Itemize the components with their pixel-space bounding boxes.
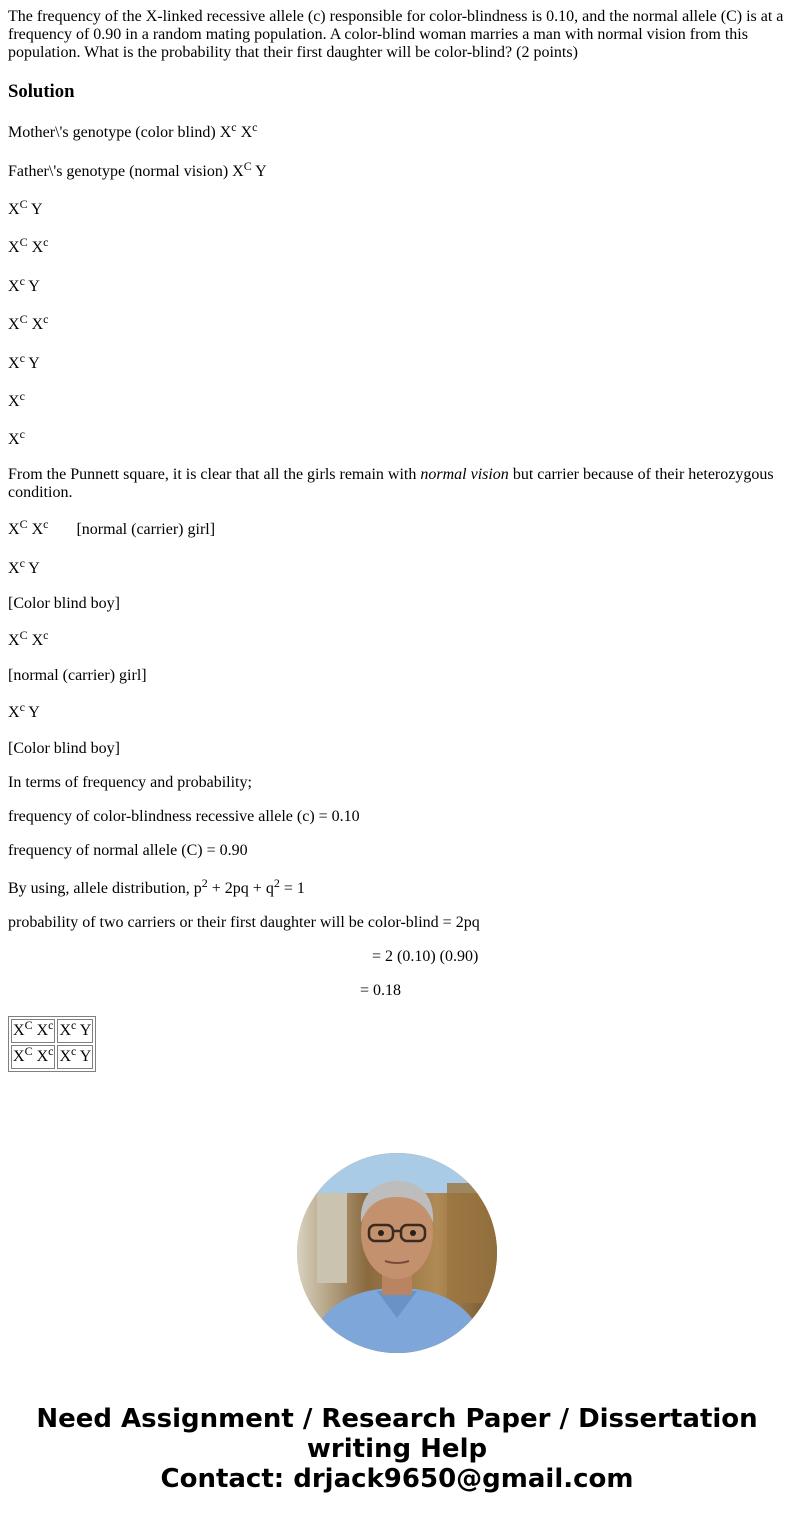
x-chrom: X	[8, 521, 20, 538]
allele-sup: C	[243, 159, 252, 173]
carrier-girl-label: [normal (carrier) girl]	[8, 667, 147, 684]
allele-sup: c	[48, 1044, 54, 1058]
y-chrom: Y	[28, 560, 40, 577]
x-chrom: X	[36, 1022, 49, 1039]
allele-sup: c	[19, 700, 25, 714]
allele-sup: c	[43, 517, 49, 531]
solution-heading: Solution	[8, 81, 75, 102]
freq-normal-line: frequency of normal allele (C) = 0.90	[8, 842, 248, 859]
allele-sup: c	[252, 120, 258, 134]
table-cell	[11, 1019, 55, 1043]
allele-sup: c	[19, 351, 25, 365]
y-chrom: Y	[79, 1048, 92, 1065]
genotype-line	[8, 427, 25, 449]
genotype-line	[8, 556, 40, 578]
x-chrom: X	[8, 431, 20, 448]
allele-sup: C	[24, 1018, 33, 1032]
allele-sup: c	[43, 235, 49, 249]
allele-dist-mid: + 2pq + q	[207, 880, 274, 897]
allele-sup: c	[43, 312, 49, 326]
allele-sup: C	[19, 235, 28, 249]
x-chrom: X	[8, 316, 20, 333]
carrier-girl-label: [normal (carrier) girl]	[76, 521, 216, 538]
x-chrom: X	[8, 355, 20, 372]
table-cell	[11, 1045, 55, 1069]
x-chrom: X	[31, 521, 44, 538]
genotype-line	[8, 197, 43, 219]
allele-sup: c	[231, 120, 237, 134]
genotype-line	[8, 351, 40, 373]
exponent: 2	[273, 876, 280, 890]
table-row	[11, 1045, 93, 1069]
avatar	[297, 1153, 497, 1353]
explain-emphasis: normal vision	[420, 466, 509, 483]
terms-line: In terms of frequency and probability;	[8, 774, 252, 791]
calc-line-2: = 0.18	[360, 982, 402, 999]
color-blind-boy-label: [Color blind boy]	[8, 740, 120, 757]
probability-line: probability of two carriers or their first daughter will be color-blind = 2pq	[8, 914, 480, 931]
freq-recessive-line: frequency of color-blindness recessive allele (c) = 0.10	[8, 808, 360, 825]
footer-contact: Contact: drjack9650@gmail.com	[160, 1464, 634, 1494]
x-chrom: X	[8, 278, 20, 295]
x-chrom: X	[8, 632, 20, 649]
x-chrom: X	[13, 1048, 25, 1065]
x-chrom: X	[31, 316, 44, 333]
offspring-girl-line	[8, 517, 216, 539]
table-row	[11, 1019, 93, 1043]
explanation-paragraph	[8, 466, 786, 502]
father-genotype	[8, 159, 267, 181]
explain-after: but carrier because of their heterozygous condition.	[8, 466, 774, 501]
x-chrom: X	[59, 1022, 72, 1039]
allele-distribution-line	[8, 876, 305, 898]
genotype-line	[8, 235, 49, 257]
father-label: Father\'s genotype (normal vision) X	[8, 163, 244, 180]
allele-sup: C	[19, 197, 28, 211]
allele-dist-prefix: By using, allele distribution, p	[8, 880, 202, 897]
y-chrom: Y	[28, 355, 40, 372]
y-chrom: Y	[28, 704, 40, 721]
x-chrom: X	[8, 239, 20, 256]
x-chrom: X	[31, 239, 44, 256]
allele-sup: c	[71, 1044, 77, 1058]
allele-sup: c	[19, 274, 25, 288]
exponent: 2	[201, 876, 208, 890]
y-chrom: Y	[28, 278, 40, 295]
calc-line-1: = 2 (0.10) (0.90)	[372, 948, 479, 965]
allele-sup: c	[19, 556, 25, 570]
allele-sup: C	[19, 312, 28, 326]
question-text	[8, 8, 786, 62]
x-chrom: X	[240, 124, 253, 141]
allele-sup: C	[19, 517, 28, 531]
color-blind-boy-label: [Color blind boy]	[8, 595, 120, 612]
footer-line-1: Need Assignment / Research Paper / Dissertation	[36, 1404, 758, 1434]
explanation	[8, 466, 786, 502]
x-chrom: X	[59, 1048, 72, 1065]
question-paragraph: The frequency of the X-linked recessive allele (c) responsible for color-blindness is 0.10, and the normal allele (C) is at a frequency of 0.90 in a random mating population. A color-blind woman marries a man with normal vision from this population. What is the probability that their first daughter will be color-blind? (2 points)	[8, 8, 784, 61]
x-chrom: X	[8, 393, 20, 410]
genotype-line	[8, 628, 49, 650]
mother-genotype	[8, 120, 258, 142]
x-chrom: X	[8, 201, 20, 218]
genotype-line	[8, 700, 40, 722]
y-chrom: Y	[255, 163, 267, 180]
x-chrom: X	[36, 1048, 49, 1065]
allele-sup: C	[19, 628, 28, 642]
allele-sup: c	[19, 427, 25, 441]
allele-sup: c	[48, 1018, 54, 1032]
y-chrom: Y	[30, 201, 43, 218]
allele-sup: C	[24, 1044, 33, 1058]
genotype-line	[8, 312, 49, 334]
punnett-square-table	[8, 1016, 96, 1072]
x-chrom: X	[31, 632, 44, 649]
allele-dist-suffix: = 1	[279, 880, 305, 897]
x-chrom: X	[8, 704, 20, 721]
x-chrom: X	[13, 1022, 25, 1039]
allele-sup: c	[19, 389, 25, 403]
allele-sup: c	[43, 628, 49, 642]
genotype-line	[8, 389, 25, 411]
mother-label: Mother\'s genotype (color blind) X	[8, 124, 232, 141]
x-chrom: X	[8, 560, 20, 577]
allele-sup: c	[71, 1018, 77, 1032]
footer-line-2: writing Help	[306, 1434, 488, 1464]
footer-banner	[0, 1404, 794, 1494]
explain-before: From the Punnett square, it is clear that all the girls remain with	[8, 466, 421, 483]
y-chrom: Y	[79, 1022, 92, 1039]
genotype-line	[8, 274, 40, 296]
avatar-portrait-icon	[297, 1153, 497, 1353]
table-cell	[57, 1019, 93, 1043]
table-cell	[57, 1045, 93, 1069]
